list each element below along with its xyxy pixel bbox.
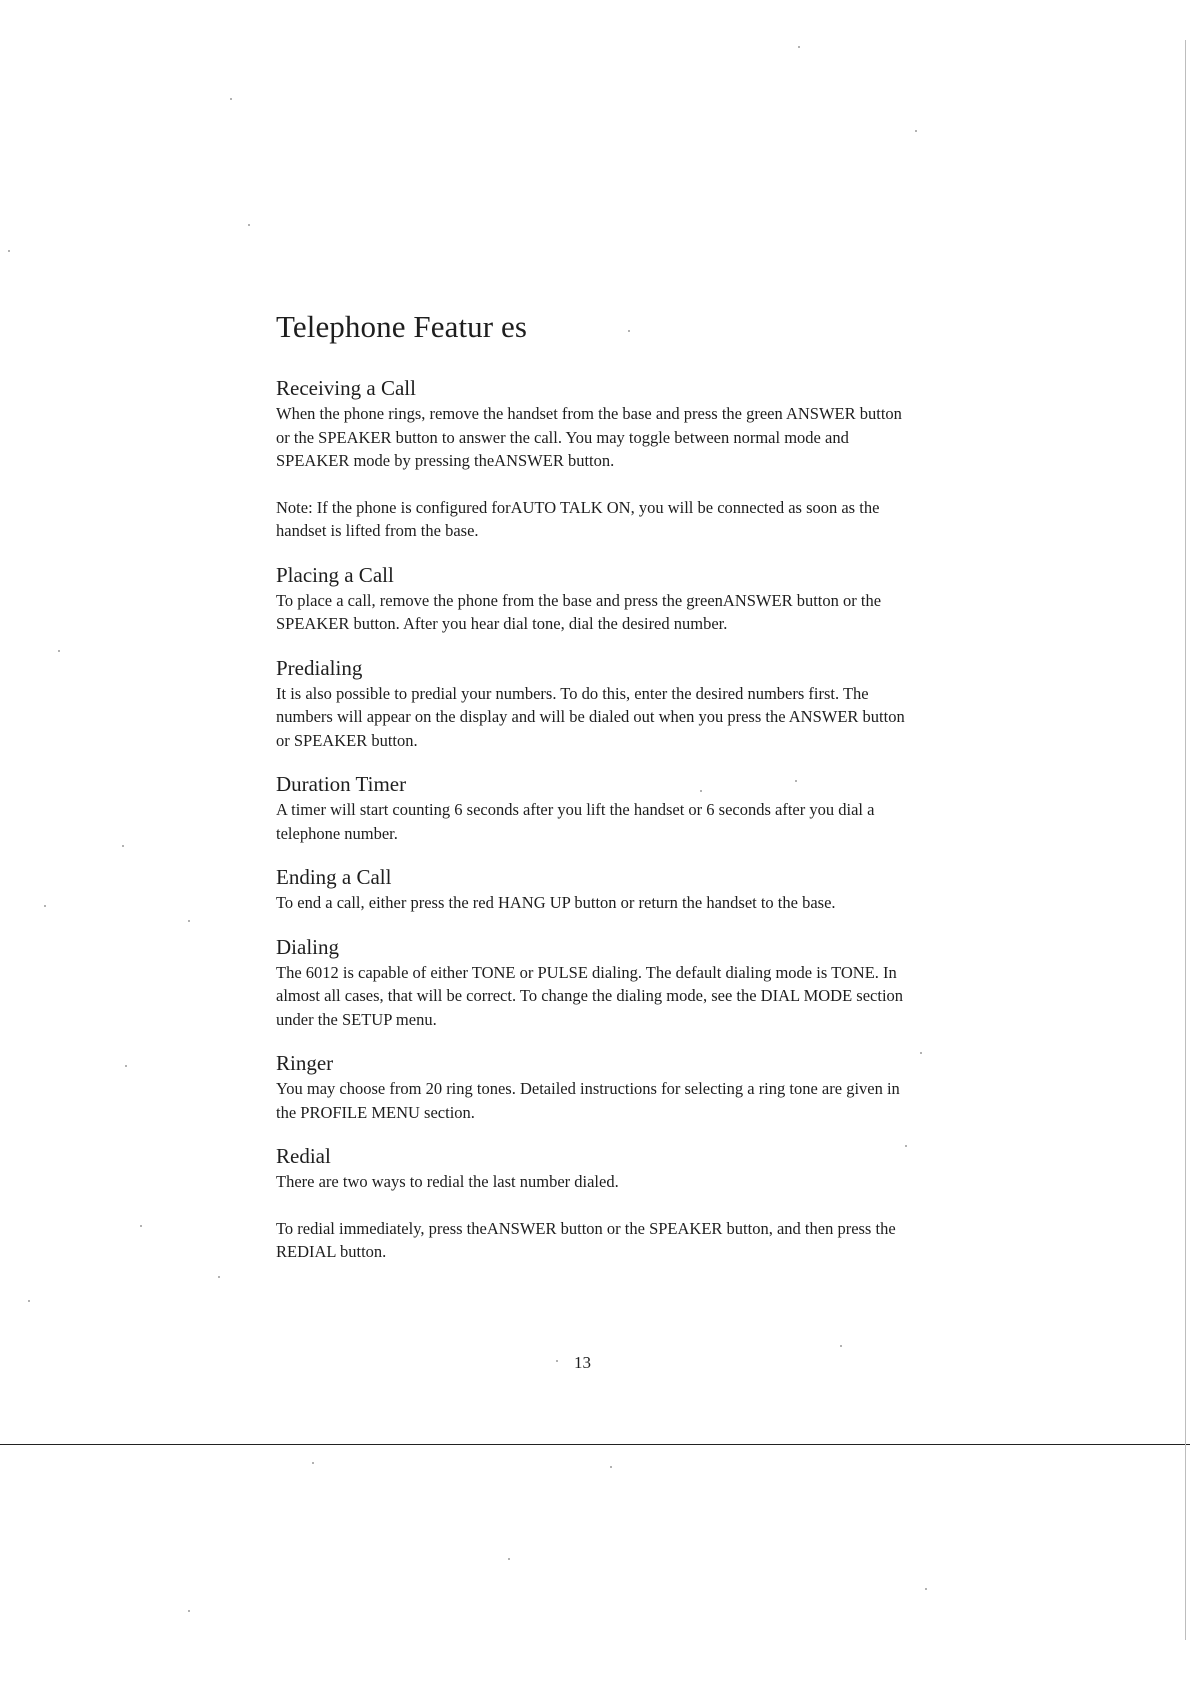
section-ringer [276, 1049, 916, 1124]
scan-speck [218, 1276, 220, 1278]
section-ending-a-call [276, 863, 916, 915]
section-heading: Dialing [276, 934, 339, 959]
scan-speck [188, 920, 190, 922]
scan-speck [44, 905, 46, 907]
section-dialing [276, 933, 916, 1032]
scan-speck [628, 330, 630, 332]
scan-speck [28, 1300, 30, 1302]
scan-speck [840, 1345, 842, 1347]
scan-speck [795, 780, 797, 782]
section-paragraph: You may choose from 20 ring tones. Detailed instructions for selecting a ring tone are given in the PROFILE MENU section. [276, 1079, 900, 1122]
scan-speck [905, 1145, 907, 1147]
section-paragraph: When the phone rings, remove the handset from the base and press the green ANSWER button or the SPEAKER button to answer the call. You may toggle between normal mode and SPEAKER mode by pressing theANSWER button. [276, 404, 902, 470]
scan-speck [915, 130, 917, 132]
page-number: 13 [574, 1353, 591, 1372]
section-paragraph: To redial immediately, press theANSWER button or the SPEAKER button, and then press the REDIAL button. [276, 1218, 896, 1261]
section-predialing [276, 654, 916, 753]
horizontal-rule [0, 1444, 1190, 1445]
scan-speck [8, 250, 10, 252]
scan-speck [125, 1065, 127, 1067]
section-paragraph: To place a call, remove the phone from the base and press the greenANSWER button or the SPEAKER button. After you hear dial tone, dial the desired number. [276, 590, 882, 633]
scan-edge-line [1185, 40, 1186, 1640]
section-heading: Predialing [276, 655, 363, 680]
section-heading: Ending a Call [276, 865, 392, 889]
scan-speck [58, 650, 60, 652]
section-paragraph: To end a call, either press the red HANG UP button or return the handset to the base. [276, 893, 836, 912]
scan-speck [188, 1610, 190, 1612]
section-placing-a-call [276, 561, 916, 636]
section-heading: Redial [276, 1144, 331, 1168]
page-title: Telephone Featur es [276, 309, 528, 344]
section-paragraph: A timer will start counting 6 seconds after you lift the handset or 6 seconds after you dial a telephone number. [276, 800, 875, 843]
scan-speck [122, 845, 124, 847]
scan-speck [920, 1052, 922, 1054]
scan-speck [925, 1588, 927, 1590]
section-redial [276, 1142, 916, 1264]
scan-speck [508, 1558, 510, 1560]
section-paragraph: The 6012 is capable of either TONE or PULSE dialing. The default dialing mode is TONE. In almost all cases, that will be correct. To change the dialing mode, see the DIAL MODE section under the SETUP menu. [276, 962, 904, 1029]
section-paragraph: It is also possible to predial your numbers. To do this, enter the desired numbers first. The numbers will appear on the display and will be dialed out when you press the ANSWER button or SPEAKER button. [276, 683, 905, 750]
scan-speck [140, 1225, 142, 1227]
section-paragraph: Note: If the phone is configured forAUTO TALK ON, you will be connected as soon as the handset is lifted from the base. [276, 497, 880, 540]
section-heading: Duration Timer [276, 772, 407, 796]
scan-speck [798, 46, 800, 48]
section-heading: Placing a Call [276, 562, 394, 587]
scan-speck [700, 790, 702, 792]
page-content [276, 306, 916, 1282]
scan-speck [556, 1360, 558, 1362]
scan-speck [230, 98, 232, 100]
scan-speck [610, 1466, 612, 1468]
section-receiving-a-call [276, 374, 916, 543]
scan-speck [312, 1462, 314, 1464]
section-heading: Ringer [276, 1051, 334, 1075]
section-paragraph: There are two ways to redial the last number dialed. [276, 1172, 619, 1191]
scan-speck [248, 224, 250, 226]
section-heading: Receiving a Call [276, 376, 416, 400]
section-duration-timer [276, 770, 916, 845]
